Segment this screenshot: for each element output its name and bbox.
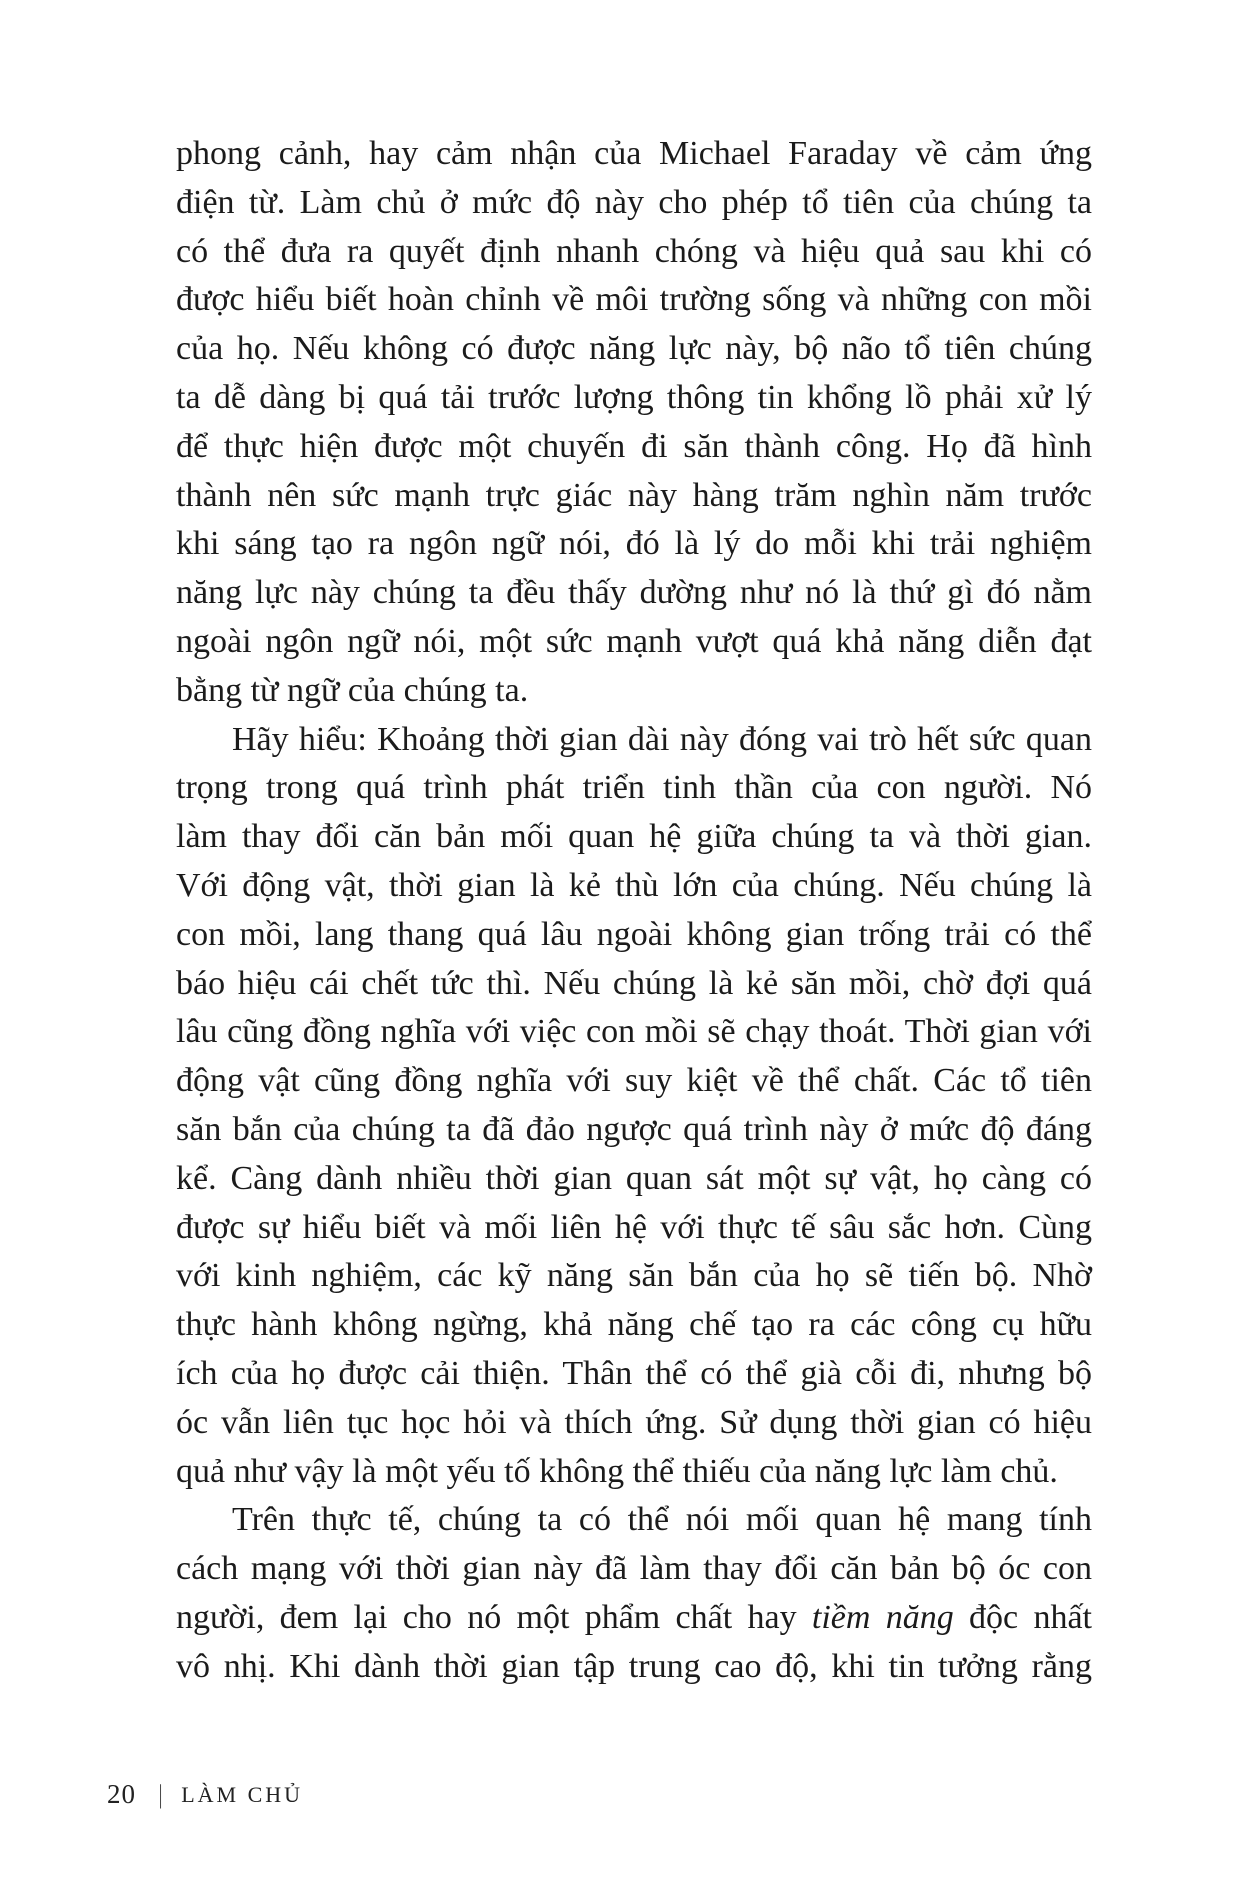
running-title: LÀM CHỦ [181, 1781, 304, 1807]
text-line: làm thay đổi căn bản mối quan hệ giữa chúng ta và thời gian. [176, 818, 1092, 856]
text-line: kể. Càng dành nhiều thời gian quan sát một sự vật, họ càng có [176, 1159, 1092, 1197]
text-line: báo hiệu cái chết tức thì. Nếu chúng là kẻ săn mồi, chờ đợi quá [176, 964, 1092, 1002]
text-line: óc vẫn liên tục học hỏi và thích ứng. Sử dụng thời gian có hiệu [176, 1403, 1092, 1441]
text-line: khi sáng tạo ra ngôn ngữ nói, đó là lý do mỗi khi trải nghiệm [176, 525, 1092, 563]
text-line: Với động vật, thời gian là kẻ thù lớn của chúng. Nếu chúng là [176, 866, 1092, 904]
text-line: con mồi, lang thang quá lâu ngoài không gian trống trải có thể [176, 915, 1092, 953]
text-line: thành nên sức mạnh trực giác này hàng trăm nghìn năm trước [176, 476, 1092, 514]
text-line: vô nhị. Khi dành thời gian tập trung cao độ, khi tin tưởng rằng [176, 1647, 1092, 1685]
text-line: ta dễ dàng bị quá tải trước lượng thông tin khổng lồ phải xử lý [176, 378, 1092, 416]
footer-separator: | [158, 1779, 163, 1809]
text-line: Trên thực tế, chúng ta có thể nói mối quan hệ mang tính [232, 1501, 1092, 1539]
text-line: ngoài ngôn ngữ nói, một sức mạnh vượt quá khả năng diễn đạt [176, 622, 1092, 660]
text-line: động vật cũng đồng nghĩa với suy kiệt về thể chất. Các tổ tiên [176, 1062, 1092, 1100]
page-number: 20 [107, 1779, 136, 1809]
text-line: quả như vậy là một yếu tố không thể thiếu của năng lực làm chủ. [176, 1452, 1058, 1490]
text-line: phong cảnh, hay cảm nhận của Michael Faraday về cảm ứng [176, 135, 1092, 172]
text-line: với kinh nghiệm, các kỹ năng săn bắn của họ sẽ tiến bộ. Nhờ [176, 1257, 1092, 1295]
text-line: có thể đưa ra quyết định nhanh chóng và hiệu quả sau khi có [176, 232, 1092, 270]
text-line: người, đem lại cho nó một phẩm chất hay tiềm năng độc nhất [176, 1598, 1092, 1636]
text-line: điện từ. Làm chủ ở mức độ này cho phép tổ tiên của chúng ta [176, 183, 1092, 221]
text-line: được hiểu biết hoàn chỉnh về môi trường sống và những con mồi [176, 281, 1092, 319]
text-line: để thực hiện được một chuyến đi săn thành công. Họ đã hình [176, 427, 1092, 465]
page-footer [107, 1779, 303, 1810]
text-line: bằng từ ngữ của chúng ta. [176, 671, 529, 709]
text-line: năng lực này chúng ta đều thấy dường như nó là thứ gì đó nằm [176, 574, 1092, 612]
text-line: Hãy hiểu: Khoảng thời gian dài này đóng vai trò hết sức quan [232, 720, 1092, 758]
text-line: trọng trong quá trình phát triển tinh thần của con người. Nó [176, 769, 1092, 807]
text-line: cách mạng với thời gian này đã làm thay đổi căn bản bộ óc con [176, 1550, 1092, 1588]
text-line: lâu cũng đồng nghĩa với việc con mồi sẽ chạy thoát. Thời gian với [176, 1013, 1092, 1051]
text-line: được sự hiểu biết và mối liên hệ với thực tế sâu sắc hơn. Cùng [176, 1208, 1092, 1246]
text-line: thực hành không ngừng, khả năng chế tạo ra các công cụ hữu [176, 1306, 1092, 1344]
text-line: của họ. Nếu không có được năng lực này, bộ não tổ tiên chúng [176, 330, 1092, 368]
text-line: ích của họ được cải thiện. Thân thể có thể già cỗi đi, nhưng bộ [176, 1354, 1092, 1392]
body-text [176, 130, 1092, 1692]
text-line: săn bắn của chúng ta đã đảo ngược quá trình này ở mức độ đáng [176, 1110, 1092, 1148]
